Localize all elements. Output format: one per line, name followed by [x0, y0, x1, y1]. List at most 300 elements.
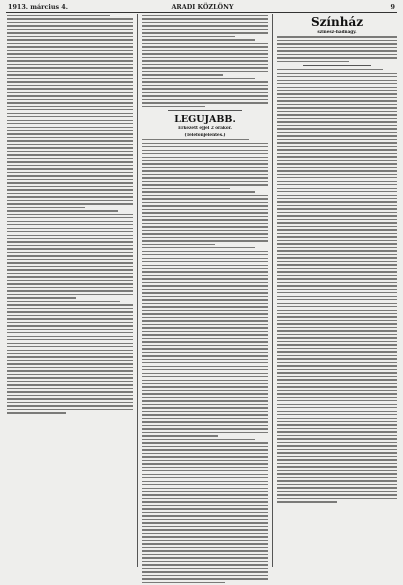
text-line	[142, 467, 268, 468]
text-line	[277, 418, 397, 419]
text-line	[7, 203, 133, 204]
text-line	[142, 543, 268, 544]
text-line	[142, 460, 268, 461]
article-paragraph	[142, 15, 268, 37]
text-line	[277, 36, 397, 37]
section-title: LEGUJABB.	[174, 113, 236, 125]
text-line	[277, 261, 397, 262]
text-line	[142, 296, 268, 297]
text-line	[142, 306, 268, 307]
text-line	[277, 50, 397, 51]
text-line	[7, 130, 133, 131]
article-paragraph	[142, 139, 268, 189]
text-line	[277, 431, 397, 432]
text-line	[142, 512, 268, 513]
text-line	[142, 271, 268, 272]
text-line	[7, 214, 133, 215]
text-line	[142, 195, 268, 196]
text-line	[142, 226, 268, 227]
text-line	[277, 163, 397, 164]
header-page-number: 9	[390, 3, 395, 11]
article-paragraph	[277, 69, 397, 502]
text-line	[277, 229, 397, 230]
text-line	[7, 374, 133, 375]
text-line	[7, 332, 133, 333]
text-line	[142, 212, 268, 213]
text-line	[277, 463, 397, 464]
text-line	[277, 449, 397, 450]
text-line	[142, 498, 268, 499]
text-line	[7, 36, 133, 37]
page-header	[8, 3, 397, 12]
text-line	[7, 402, 133, 403]
text-line	[142, 373, 268, 374]
text-line	[7, 151, 133, 152]
text-line	[277, 125, 397, 126]
text-line	[142, 85, 268, 86]
text-line	[142, 557, 268, 558]
text-line	[277, 414, 397, 415]
text-line	[7, 43, 133, 44]
text-line	[142, 299, 268, 300]
text-line	[7, 318, 133, 319]
text-line	[277, 459, 397, 460]
text-line	[7, 336, 133, 337]
text-line	[7, 189, 133, 190]
text-line	[277, 87, 397, 88]
text-line	[277, 327, 397, 328]
text-line	[142, 501, 268, 502]
text-line	[7, 245, 133, 246]
text-line	[277, 254, 397, 255]
text-line	[142, 146, 268, 147]
text-line	[7, 395, 133, 396]
text-line	[7, 154, 133, 155]
text-line	[142, 205, 268, 206]
text-line	[142, 338, 268, 339]
text-line	[7, 304, 133, 305]
text-line	[142, 508, 268, 509]
text-line	[7, 266, 133, 267]
text-line	[142, 268, 268, 269]
text-line	[142, 397, 268, 398]
text-line	[277, 379, 397, 380]
text-line	[142, 163, 268, 164]
text-line	[277, 191, 397, 192]
text-line	[7, 388, 133, 389]
text-line	[7, 50, 133, 51]
text-line	[142, 251, 268, 252]
article-paragraph	[7, 301, 133, 414]
text-line	[142, 95, 268, 96]
text-line	[7, 116, 133, 117]
text-line	[7, 322, 133, 323]
text-line	[7, 350, 133, 351]
text-line	[277, 484, 397, 485]
text-line	[142, 327, 268, 328]
text-line	[277, 386, 397, 387]
text-line	[7, 377, 133, 378]
text-line	[277, 303, 397, 304]
text-line	[142, 435, 218, 436]
text-line	[277, 69, 383, 70]
text-line	[277, 61, 349, 62]
text-line	[277, 372, 397, 373]
text-line	[7, 235, 133, 236]
text-line	[142, 317, 268, 318]
text-line	[277, 383, 397, 384]
column-3	[277, 15, 397, 505]
section-title: Színház	[310, 15, 364, 29]
text-line	[277, 188, 397, 189]
article-paragraph	[142, 439, 268, 583]
text-line	[7, 221, 133, 222]
text-line	[7, 231, 133, 232]
text-line	[142, 167, 268, 168]
text-line	[142, 223, 268, 224]
text-line	[277, 142, 397, 143]
text-line	[142, 407, 268, 408]
text-line	[277, 407, 397, 408]
text-line	[142, 393, 268, 394]
text-line	[142, 376, 268, 377]
text-line	[277, 111, 397, 112]
text-line	[142, 174, 268, 175]
article-paragraph	[277, 36, 397, 62]
text-line	[7, 297, 76, 298]
text-line	[277, 341, 397, 342]
text-line	[142, 404, 268, 405]
text-line	[142, 320, 268, 321]
text-line	[142, 390, 268, 391]
text-line	[7, 360, 133, 361]
text-line	[7, 308, 133, 309]
text-line	[7, 92, 133, 93]
text-line	[277, 393, 397, 394]
text-line	[142, 313, 268, 314]
text-line	[7, 287, 133, 288]
text-line	[277, 456, 397, 457]
text-line	[142, 43, 268, 44]
text-line	[7, 140, 133, 141]
text-line	[142, 568, 268, 569]
text-line	[277, 219, 397, 220]
text-line	[142, 78, 255, 79]
text-line	[277, 250, 397, 251]
text-line	[142, 106, 205, 107]
text-line	[277, 43, 397, 44]
text-line	[277, 400, 397, 401]
text-line	[142, 439, 255, 440]
text-line	[7, 273, 133, 274]
column-divider	[137, 14, 138, 567]
text-line	[277, 477, 397, 478]
text-line	[7, 228, 133, 229]
text-line	[277, 330, 397, 331]
text-line	[142, 463, 268, 464]
article-paragraph	[7, 15, 133, 208]
text-line	[7, 99, 133, 100]
text-line	[142, 366, 268, 367]
text-line	[7, 290, 133, 291]
text-line	[7, 280, 133, 281]
text-line	[7, 186, 133, 187]
text-line	[277, 57, 397, 58]
text-line	[142, 46, 268, 47]
text-line	[142, 481, 268, 482]
text-line	[142, 36, 235, 37]
text-line	[7, 311, 133, 312]
text-line	[7, 29, 133, 30]
text-line	[7, 165, 133, 166]
text-line	[277, 316, 397, 317]
text-line	[142, 446, 268, 447]
text-line	[142, 285, 268, 286]
text-line	[7, 39, 133, 40]
article-paragraph	[142, 191, 268, 245]
text-line	[142, 289, 268, 290]
text-line	[277, 275, 397, 276]
text-line	[142, 348, 268, 349]
text-line	[7, 210, 118, 211]
text-line	[277, 376, 397, 377]
text-line	[142, 153, 268, 154]
text-line	[7, 241, 133, 242]
text-line	[7, 102, 133, 103]
text-line	[277, 365, 397, 366]
text-line	[142, 554, 268, 555]
text-line	[7, 182, 133, 183]
text-line	[142, 261, 268, 262]
text-line	[7, 238, 133, 239]
text-line	[142, 582, 225, 583]
text-line	[142, 383, 268, 384]
text-line	[277, 226, 397, 227]
text-line	[142, 526, 268, 527]
header-rule	[6, 12, 397, 13]
text-line	[7, 106, 133, 107]
text-line	[142, 564, 268, 565]
text-line	[7, 168, 133, 169]
text-line	[142, 53, 268, 54]
text-line	[277, 240, 397, 241]
text-line	[277, 83, 397, 84]
text-line	[277, 494, 397, 495]
text-line	[142, 575, 268, 576]
text-line	[142, 282, 268, 283]
text-line	[277, 222, 397, 223]
text-line	[277, 501, 337, 502]
text-line	[142, 442, 268, 443]
text-line	[7, 412, 66, 413]
text-line	[277, 473, 397, 474]
text-line	[277, 313, 397, 314]
section-subtitle: Érkezett éjjel 2 órakor.	[178, 126, 232, 131]
text-line	[142, 209, 268, 210]
text-line	[142, 369, 268, 370]
text-line	[277, 306, 397, 307]
text-line	[277, 80, 397, 81]
text-line	[7, 25, 133, 26]
text-line	[277, 271, 397, 272]
text-line	[142, 254, 268, 255]
text-line	[142, 352, 268, 353]
text-line	[142, 139, 249, 140]
text-line	[277, 323, 397, 324]
text-line	[277, 411, 397, 412]
text-line	[142, 449, 268, 450]
text-line	[277, 498, 397, 499]
text-line	[277, 195, 397, 196]
text-line	[7, 248, 133, 249]
text-line	[142, 265, 268, 266]
text-line	[7, 172, 133, 173]
text-line	[142, 505, 268, 506]
text-line	[277, 470, 397, 471]
text-line	[7, 22, 133, 23]
text-line	[142, 216, 268, 217]
text-line	[277, 442, 397, 443]
text-line	[142, 233, 268, 234]
text-line	[142, 536, 268, 537]
text-line	[7, 283, 133, 284]
text-line	[7, 85, 133, 86]
text-line	[142, 74, 223, 75]
text-line	[7, 325, 133, 326]
text-line	[142, 362, 268, 363]
text-line	[277, 167, 397, 168]
text-line	[142, 355, 268, 356]
text-line	[142, 331, 268, 332]
text-line	[142, 143, 268, 144]
text-line	[7, 391, 133, 392]
text-line	[142, 456, 268, 457]
text-line	[142, 181, 268, 182]
text-line	[7, 409, 133, 410]
text-line	[7, 127, 133, 128]
text-line	[142, 453, 268, 454]
text-line	[7, 276, 133, 277]
text-line	[142, 60, 268, 61]
text-line	[277, 208, 397, 209]
text-line	[142, 418, 268, 419]
text-line	[142, 519, 268, 520]
text-line	[277, 445, 397, 446]
text-line	[142, 188, 230, 189]
text-line	[142, 484, 268, 485]
text-line	[7, 262, 133, 263]
text-line	[7, 405, 133, 406]
text-line	[7, 64, 133, 65]
text-line	[142, 428, 268, 429]
text-line	[142, 341, 268, 342]
article-paragraph	[142, 247, 268, 437]
text-line	[277, 264, 397, 265]
text-line	[277, 107, 397, 108]
text-line	[142, 421, 268, 422]
text-line	[277, 404, 397, 405]
text-line	[277, 337, 397, 338]
text-line	[142, 303, 268, 304]
text-line	[7, 346, 133, 347]
text-line	[142, 50, 268, 51]
text-line	[142, 400, 268, 401]
text-line	[7, 196, 133, 197]
text-line	[7, 113, 133, 114]
text-line	[277, 47, 397, 48]
text-line	[7, 57, 133, 58]
text-line	[277, 289, 397, 290]
text-line	[277, 243, 397, 244]
text-line	[142, 64, 268, 65]
text-line	[142, 170, 268, 171]
text-line	[277, 76, 397, 77]
text-line	[142, 22, 268, 23]
text-line	[277, 114, 397, 115]
text-line	[277, 369, 397, 370]
text-line	[277, 268, 397, 269]
text-line	[7, 46, 133, 47]
text-line	[142, 275, 268, 276]
text-line	[277, 146, 397, 147]
text-line	[277, 236, 397, 237]
text-line	[142, 247, 255, 248]
text-line	[7, 95, 133, 96]
text-line	[277, 487, 397, 488]
text-line	[277, 121, 397, 122]
text-line	[7, 200, 133, 201]
text-line	[142, 57, 268, 58]
text-line	[277, 73, 397, 74]
text-line	[7, 356, 133, 357]
text-line	[142, 432, 268, 433]
text-line	[142, 202, 268, 203]
text-line	[7, 381, 133, 382]
article-paragraph	[142, 78, 268, 107]
text-line	[142, 244, 215, 245]
text-line	[277, 100, 397, 101]
text-line	[277, 351, 397, 352]
text-line	[142, 67, 268, 68]
text-line	[142, 230, 268, 231]
text-line	[142, 550, 268, 551]
text-line	[142, 578, 268, 579]
text-line	[7, 133, 133, 134]
text-line	[7, 67, 133, 68]
article-paragraph	[142, 39, 268, 75]
text-line	[7, 158, 133, 159]
text-line	[277, 160, 397, 161]
text-line	[277, 358, 397, 359]
text-line	[277, 40, 397, 41]
text-line	[142, 71, 268, 72]
text-line	[277, 355, 397, 356]
text-line	[142, 198, 268, 199]
text-line	[7, 53, 133, 54]
text-line	[7, 294, 133, 295]
text-line	[142, 92, 268, 93]
text-line	[277, 334, 397, 335]
text-line	[277, 421, 397, 422]
text-line	[142, 32, 268, 33]
text-line	[7, 109, 133, 110]
text-line	[277, 310, 397, 311]
text-line	[142, 359, 268, 360]
text-line	[142, 425, 268, 426]
text-line	[277, 149, 397, 150]
text-line	[142, 324, 268, 325]
text-line	[142, 529, 268, 530]
